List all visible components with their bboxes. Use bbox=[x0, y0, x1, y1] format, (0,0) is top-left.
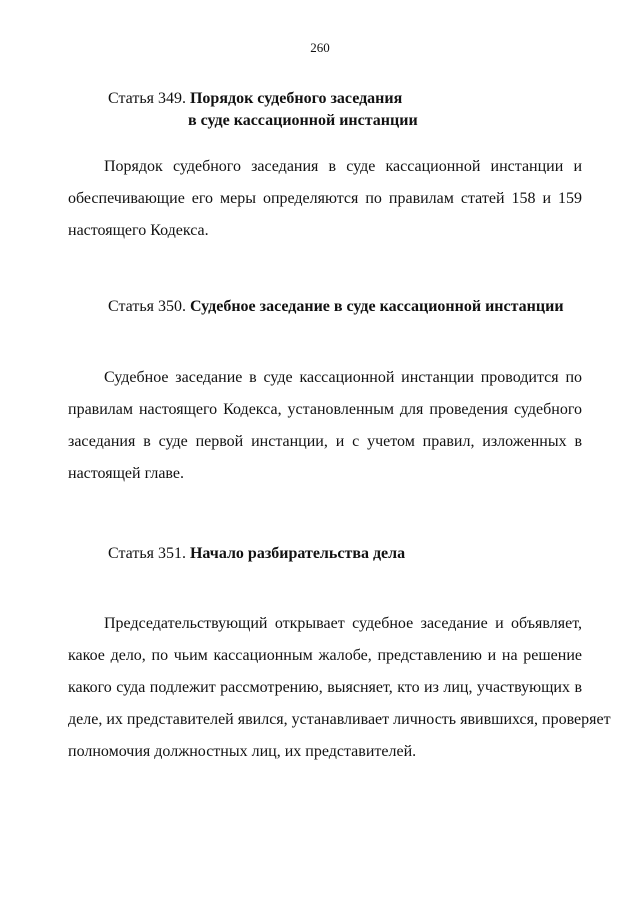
article-349-text bbox=[68, 151, 582, 247]
text-line: настоящей главе. bbox=[68, 465, 184, 482]
article-350-heading bbox=[108, 296, 564, 318]
article-number: Статья 349. bbox=[108, 90, 186, 107]
text-line: какого суда подлежит рассмотрению, выясняет, кто из лиц, участвующих в bbox=[68, 679, 582, 696]
text-line: заседания в суде первой инстанции, и с учетом правил, изложенных в bbox=[68, 433, 582, 450]
text-line: Порядок судебного заседания в суде кассационной инстанции и bbox=[104, 158, 582, 175]
article-number: Статья 351. bbox=[108, 545, 186, 562]
article-351-text bbox=[68, 608, 611, 768]
article-349-heading bbox=[108, 88, 418, 132]
article-title: Судебное заседание в суде кассационной инстанции bbox=[189, 298, 564, 315]
article-number: Статья 350. bbox=[108, 298, 186, 315]
text-line: настоящего Кодекса. bbox=[68, 222, 209, 239]
text-line: правилам настоящего Кодекса, установленным для проведения судебного bbox=[68, 401, 582, 418]
article-350-text bbox=[68, 362, 582, 490]
article-title: Начало разбирательства дела bbox=[189, 545, 406, 562]
text-line: какое дело, по чьим кассационным жалобе, представлению и на решение bbox=[68, 647, 582, 664]
text-line: обеспечивающие его меры определяются по правилам статей 158 и 159 bbox=[68, 190, 582, 207]
text-line: Судебное заседание в суде кассационной инстанции проводится по bbox=[104, 369, 582, 386]
article-title-continuation: в суде кассационной инстанции bbox=[188, 112, 418, 129]
article-title: Порядок судебного заседания bbox=[189, 90, 403, 107]
text-line: полномочия должностных лиц, их представителей. bbox=[68, 743, 417, 760]
text-line: Председательствующий открывает судебное заседание и объявляет, bbox=[104, 615, 582, 632]
article-351-heading bbox=[108, 543, 405, 565]
page-number: 260 bbox=[310, 40, 330, 55]
text-line: деле, их представителей явился, устанавливает личность явившихся, проверяет bbox=[68, 711, 611, 728]
